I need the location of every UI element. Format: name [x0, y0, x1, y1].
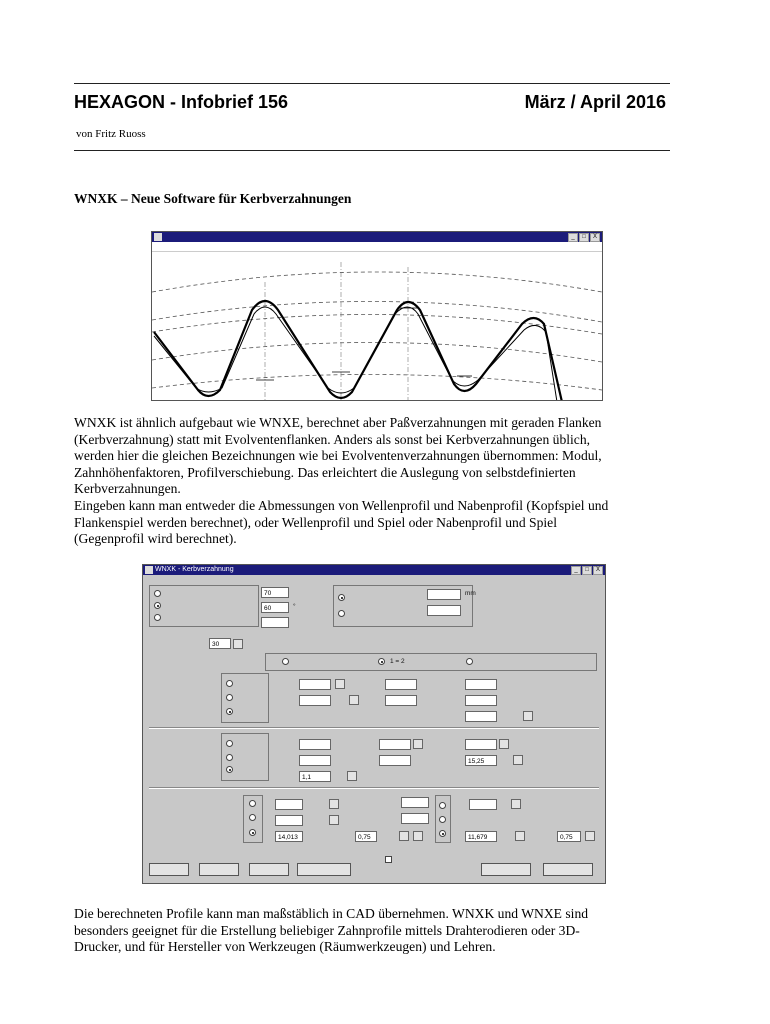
- sm-button-1[interactable]: [399, 831, 409, 841]
- shaft-radio-1[interactable]: [226, 680, 233, 687]
- pairing-radio-2[interactable]: [378, 658, 385, 665]
- intro-line-2: (Kerbverzahnung) statt mit Evolventenflanken. Anders als sonst bei Kerbverzahnungen üblich,: [74, 431, 591, 447]
- shaft-ha-button[interactable]: [335, 679, 345, 689]
- sm-button-2[interactable]: [413, 831, 423, 841]
- separator-1: [149, 727, 599, 729]
- input-mode-radio-3[interactable]: [154, 614, 161, 621]
- mk2-button[interactable]: [515, 831, 525, 841]
- hub-sf-input[interactable]: 1,1: [299, 771, 331, 782]
- help-button[interactable]: [249, 863, 289, 876]
- maximize-icon: □: [582, 566, 592, 575]
- closing-line-2: besonders geeignet für die Erstellung beliebiger Zahnprofile mittels Drahterodieren oder 3D-: [74, 922, 580, 938]
- minimize-icon: _: [568, 233, 578, 242]
- pairing-selector: [265, 653, 597, 671]
- smk2-button[interactable]: [585, 831, 595, 841]
- pitch-radio[interactable]: [338, 610, 345, 617]
- top-input-1[interactable]: 70: [261, 587, 289, 598]
- app-icon: [154, 233, 162, 241]
- intro-line-4: Zahnhöhenfaktoren, Profilverschiebung. Das erleichtert die Auslegung von selbstdefinierten: [74, 464, 576, 480]
- pairing-radio-1[interactable]: [282, 658, 289, 665]
- intro-line-3: werden hier die gleichen Bezeichnungen wie bei Evolventenverzahnungen übernommen: Modul,: [74, 448, 602, 464]
- closing-line-3: Drucker, und für Hersteller von Werkzeugen (Räumwerkzeugen) und Lehren.: [74, 939, 496, 955]
- hub-ha-button[interactable]: [413, 739, 423, 749]
- hub-hf-input[interactable]: [299, 739, 331, 750]
- hub-option-group: [221, 733, 269, 781]
- hub-ha-input[interactable]: [379, 739, 411, 750]
- option-checkbox[interactable]: [385, 856, 392, 863]
- shaft-ca-input[interactable]: [385, 695, 417, 706]
- shift-option-group-right: [435, 795, 451, 843]
- profile-window-titlebar: [152, 232, 602, 242]
- shift-x2-button[interactable]: [329, 815, 339, 825]
- header-bottom-rule: [74, 150, 670, 151]
- hub-df-input[interactable]: [299, 755, 331, 766]
- profile-window-menubar: [152, 242, 602, 252]
- pairing-radio-3[interactable]: [466, 658, 473, 665]
- intro-line-7: Flankenspiel werden berechnet), oder Wellenprofil und Spiel oder Nabenprofil und Spiel: [74, 514, 557, 530]
- hub-sf-button[interactable]: [347, 771, 357, 781]
- shift-x3-button[interactable]: [511, 799, 521, 809]
- wnxk-form-screenshot: [142, 564, 606, 884]
- minimize-icon: _: [571, 566, 581, 575]
- top-input-2[interactable]: 60: [261, 602, 289, 613]
- shift-radio-4[interactable]: [439, 802, 446, 809]
- section-title: WNXK – Neue Software für Kerbverzahnungen: [74, 191, 352, 206]
- shaft-sa-input[interactable]: [385, 679, 417, 690]
- sm-input[interactable]: 0,75: [355, 831, 377, 842]
- shaft-da-button[interactable]: [349, 695, 359, 705]
- shaft-da-input[interactable]: [299, 695, 331, 706]
- maximize-icon: □: [579, 233, 589, 242]
- extra-button[interactable]: [481, 863, 531, 876]
- intro-paragraph: [74, 415, 694, 548]
- shift-radio-5[interactable]: [439, 816, 446, 823]
- shaft-hf2-input[interactable]: [465, 679, 497, 690]
- hub-radio-1[interactable]: [226, 740, 233, 747]
- shift-radio-3[interactable]: [249, 829, 256, 836]
- closing-line-1: Die berechneten Profile kann man maßstäblich in CAD übernehmen. WNXK und WNXE sind: [74, 906, 589, 921]
- hub-radio-2[interactable]: [226, 754, 233, 761]
- picture-button[interactable]: [297, 863, 351, 876]
- module-radio[interactable]: [338, 594, 345, 601]
- shift-x3-input[interactable]: [469, 799, 497, 810]
- mk2-input[interactable]: 11,679: [465, 831, 497, 842]
- shaft-sf2-button[interactable]: [523, 711, 533, 721]
- hub-radio-3[interactable]: [226, 766, 233, 773]
- pairing-label-2: 1 = 2: [390, 658, 405, 665]
- shift-radio-6[interactable]: [439, 830, 446, 837]
- close-button[interactable]: [543, 863, 593, 876]
- input-mode-radio-2[interactable]: [154, 602, 161, 609]
- close-icon: X: [593, 566, 603, 575]
- intro-line-1: WNXK ist ähnlich aufgebaut wie WNXE, berechnet aber Paßverzahnungen mit geraden Flanken: [74, 415, 602, 430]
- top-rule: [74, 83, 670, 84]
- intro-line-6: Eingeben kann man entweder die Abmessungen von Wellenprofil und Nabenprofil (Kopfspiel und: [74, 497, 609, 513]
- module-unit: mm: [465, 590, 476, 597]
- teeth-count-dropdown-icon[interactable]: [233, 639, 243, 649]
- newsletter-title: HEXAGON - Infobrief 156: [74, 92, 289, 112]
- shift-x1-input[interactable]: [275, 799, 303, 810]
- shaft-df2-input[interactable]: [465, 695, 497, 706]
- closing-paragraph: [74, 906, 694, 956]
- shift-radio-2[interactable]: [249, 814, 256, 821]
- shift-x1-button[interactable]: [329, 799, 339, 809]
- input-mode-radio-1[interactable]: [154, 590, 161, 597]
- app-icon: [145, 566, 153, 574]
- intro-line-8: (Gegenprofil wird berechnet).: [74, 531, 237, 547]
- form-window-title: WNXK - Kerbverzahnung: [155, 566, 234, 573]
- shift-e2-input[interactable]: [401, 813, 429, 824]
- angle-unit: °: [293, 603, 296, 610]
- intro-line-5: Kerbverzahnungen.: [74, 481, 181, 497]
- shaft-radio-3[interactable]: [226, 708, 233, 715]
- close-icon: X: [590, 233, 600, 242]
- shift-x2-input[interactable]: [275, 815, 303, 826]
- form-window-titlebar: [143, 565, 605, 575]
- mk1-input[interactable]: 14,013: [275, 831, 303, 842]
- input-mode-group: [149, 585, 259, 627]
- hub-c-input[interactable]: [379, 755, 411, 766]
- issue-date: März / April 2016: [524, 92, 666, 112]
- separator-2: [149, 787, 599, 789]
- ok-button[interactable]: [149, 863, 189, 876]
- profile-window-screenshot: [151, 231, 603, 401]
- module-input[interactable]: [427, 589, 461, 600]
- teeth-count-input[interactable]: 30: [209, 638, 231, 649]
- shaft-sf2-input[interactable]: [465, 711, 497, 722]
- hub-hf2-button[interactable]: [499, 739, 509, 749]
- shaft-ha-input[interactable]: [299, 679, 331, 690]
- shift-e1-input[interactable]: [401, 797, 429, 808]
- shift-option-group-left: [243, 795, 263, 843]
- cancel-button[interactable]: [199, 863, 239, 876]
- spline-profile-drawing: [152, 252, 602, 400]
- hub-df2-input[interactable]: 15,25: [465, 755, 497, 766]
- shaft-radio-2[interactable]: [226, 694, 233, 701]
- author-line: von Fritz Ruoss: [76, 128, 146, 140]
- hub-hf2-input[interactable]: [465, 739, 497, 750]
- hub-df2-button[interactable]: [513, 755, 523, 765]
- top-input-3[interactable]: [261, 617, 289, 628]
- shift-radio-1[interactable]: [249, 800, 256, 807]
- smk2-input[interactable]: 0,75: [557, 831, 581, 842]
- shaft-option-group: [221, 673, 269, 723]
- pitch-input[interactable]: [427, 605, 461, 616]
